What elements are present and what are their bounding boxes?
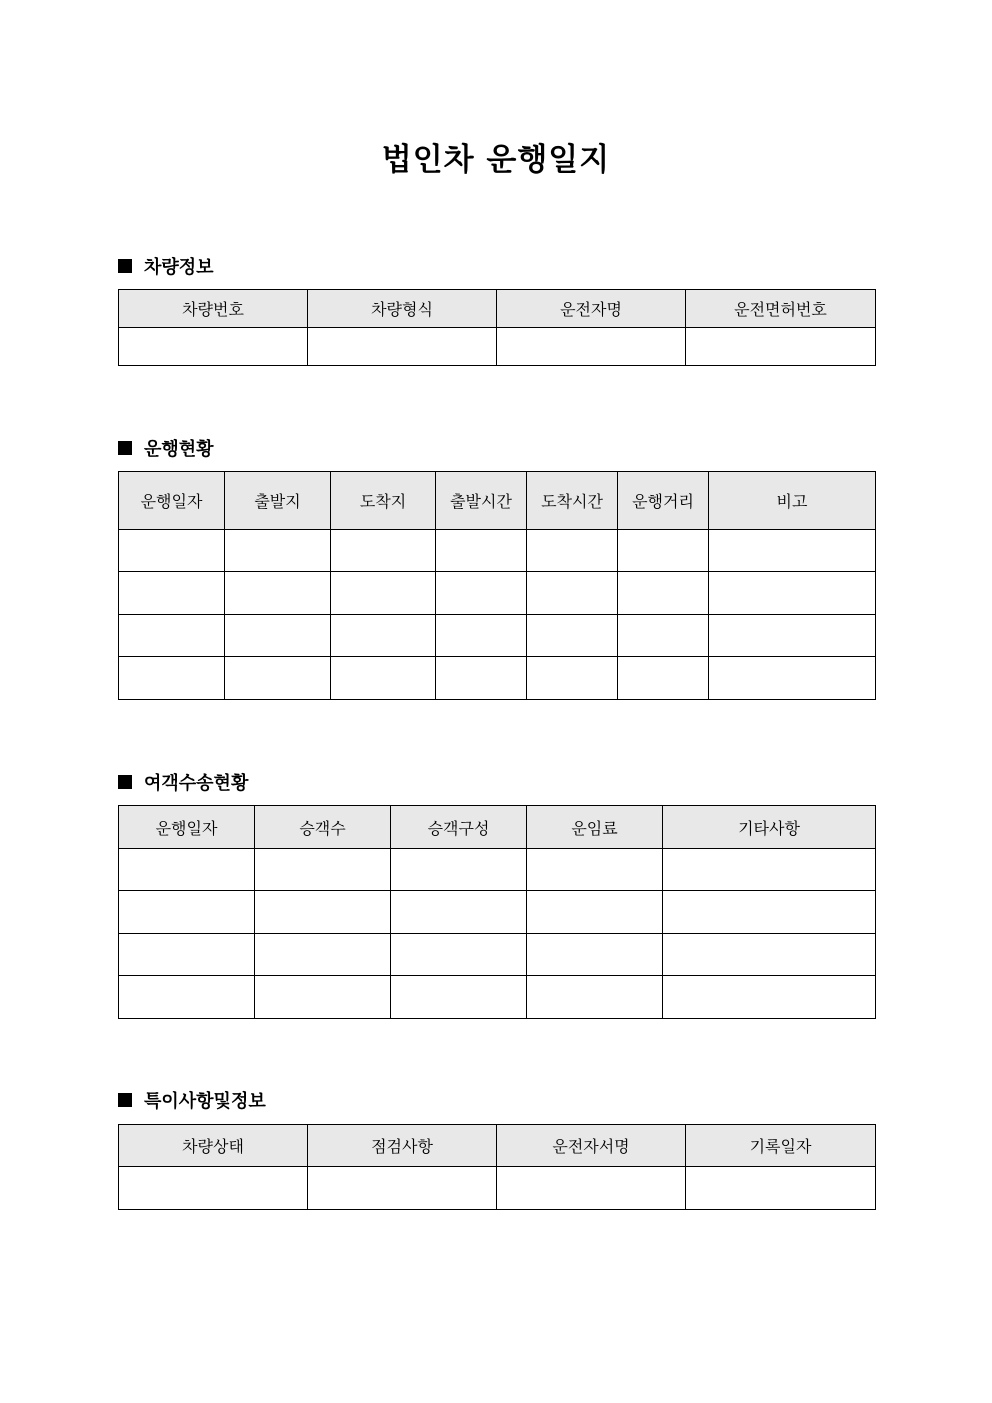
table-cell[interactable] — [527, 849, 663, 891]
column-header: 운전자명 — [497, 290, 686, 328]
table-cell[interactable] — [436, 615, 527, 657]
table-cell[interactable] — [709, 530, 876, 572]
column-header: 기타사항 — [663, 806, 876, 849]
table-cell[interactable] — [391, 934, 527, 976]
table-cell[interactable] — [618, 657, 709, 700]
column-header: 운전면허번호 — [686, 290, 876, 328]
table-cell[interactable] — [119, 849, 255, 891]
table-cell[interactable] — [331, 530, 436, 572]
table-row — [119, 530, 876, 572]
column-header: 운임료 — [527, 806, 663, 849]
section-heading-label: 여객수송현황 — [144, 773, 249, 794]
table-cell[interactable] — [391, 891, 527, 934]
column-header: 점검사항 — [308, 1125, 497, 1167]
table-cell[interactable] — [255, 934, 391, 976]
table-cell[interactable] — [255, 891, 391, 934]
table-header-row — [119, 806, 876, 849]
square-bullet-icon — [118, 441, 132, 455]
section-heading-label: 운행현황 — [144, 439, 214, 460]
table-cell[interactable] — [308, 1167, 497, 1210]
column-header: 운전자서명 — [497, 1125, 686, 1167]
table-cell[interactable] — [686, 1167, 876, 1210]
table-cell[interactable] — [255, 976, 391, 1019]
table-cell[interactable] — [527, 615, 618, 657]
column-header: 출발시간 — [436, 472, 527, 530]
column-header: 승객구성 — [391, 806, 527, 849]
table-cell[interactable] — [331, 615, 436, 657]
column-header: 기록일자 — [686, 1125, 876, 1167]
table-row — [119, 976, 876, 1019]
section-heading-passenger — [118, 769, 248, 795]
column-header: 차량번호 — [119, 290, 308, 328]
table-row — [119, 849, 876, 891]
table-cell[interactable] — [618, 530, 709, 572]
table-cell[interactable] — [225, 657, 331, 700]
notes-info-table — [118, 1124, 876, 1210]
table-cell[interactable] — [663, 934, 876, 976]
table-cell[interactable] — [308, 328, 497, 366]
section-heading-label: 차량정보 — [144, 257, 214, 278]
table-cell[interactable] — [618, 572, 709, 615]
table-row — [119, 891, 876, 934]
table-cell[interactable] — [331, 572, 436, 615]
table-header-row — [119, 1125, 876, 1167]
page-title: 법인차 운행일지 — [381, 142, 611, 178]
table-cell[interactable] — [527, 976, 663, 1019]
table-cell[interactable] — [119, 891, 255, 934]
vehicle-info-table — [118, 289, 876, 366]
table-cell[interactable] — [331, 657, 436, 700]
section-heading-operation — [118, 435, 214, 461]
column-header: 도착지 — [331, 472, 436, 530]
table-cell[interactable] — [225, 615, 331, 657]
table-cell[interactable] — [709, 657, 876, 700]
column-header: 비고 — [709, 472, 876, 530]
table-cell[interactable] — [225, 530, 331, 572]
table-cell[interactable] — [119, 934, 255, 976]
column-header: 출발지 — [225, 472, 331, 530]
table-cell[interactable] — [255, 849, 391, 891]
column-header: 운행거리 — [618, 472, 709, 530]
table-cell[interactable] — [119, 328, 308, 366]
square-bullet-icon — [118, 1093, 132, 1107]
section-heading-vehicle — [118, 253, 214, 279]
table-cell[interactable] — [225, 572, 331, 615]
table-cell[interactable] — [709, 615, 876, 657]
table-cell[interactable] — [391, 976, 527, 1019]
table-cell[interactable] — [119, 530, 225, 572]
table-cell[interactable] — [663, 976, 876, 1019]
table-cell[interactable] — [497, 1167, 686, 1210]
table-row — [119, 657, 876, 700]
table-header-row — [119, 290, 876, 328]
table-row — [119, 934, 876, 976]
column-header: 운행일자 — [119, 806, 255, 849]
table-cell[interactable] — [527, 530, 618, 572]
table-row — [119, 615, 876, 657]
table-cell[interactable] — [119, 657, 225, 700]
operation-status-table — [118, 471, 876, 700]
section-heading-notes — [118, 1087, 266, 1113]
table-cell[interactable] — [436, 657, 527, 700]
table-header-row — [119, 472, 876, 530]
table-cell[interactable] — [686, 328, 876, 366]
table-row — [119, 328, 876, 366]
table-cell[interactable] — [618, 615, 709, 657]
table-cell[interactable] — [663, 849, 876, 891]
column-header: 차량상태 — [119, 1125, 308, 1167]
passenger-transport-table — [118, 805, 876, 1019]
table-cell[interactable] — [119, 976, 255, 1019]
table-cell[interactable] — [119, 615, 225, 657]
table-row — [119, 1167, 876, 1210]
square-bullet-icon — [118, 775, 132, 789]
table-cell[interactable] — [709, 572, 876, 615]
table-cell[interactable] — [119, 572, 225, 615]
table-cell[interactable] — [527, 891, 663, 934]
table-cell[interactable] — [436, 530, 527, 572]
table-cell[interactable] — [119, 1167, 308, 1210]
column-header: 운행일자 — [119, 472, 225, 530]
column-header: 차량형식 — [308, 290, 497, 328]
column-header: 도착시간 — [527, 472, 618, 530]
table-cell[interactable] — [527, 934, 663, 976]
table-cell[interactable] — [527, 657, 618, 700]
table-row — [119, 572, 876, 615]
table-cell[interactable] — [527, 572, 618, 615]
square-bullet-icon — [118, 259, 132, 273]
section-heading-label: 특이사항및정보 — [144, 1091, 266, 1112]
table-cell[interactable] — [391, 849, 527, 891]
column-header: 승객수 — [255, 806, 391, 849]
table-cell[interactable] — [663, 891, 876, 934]
table-cell[interactable] — [497, 328, 686, 366]
table-cell[interactable] — [436, 572, 527, 615]
